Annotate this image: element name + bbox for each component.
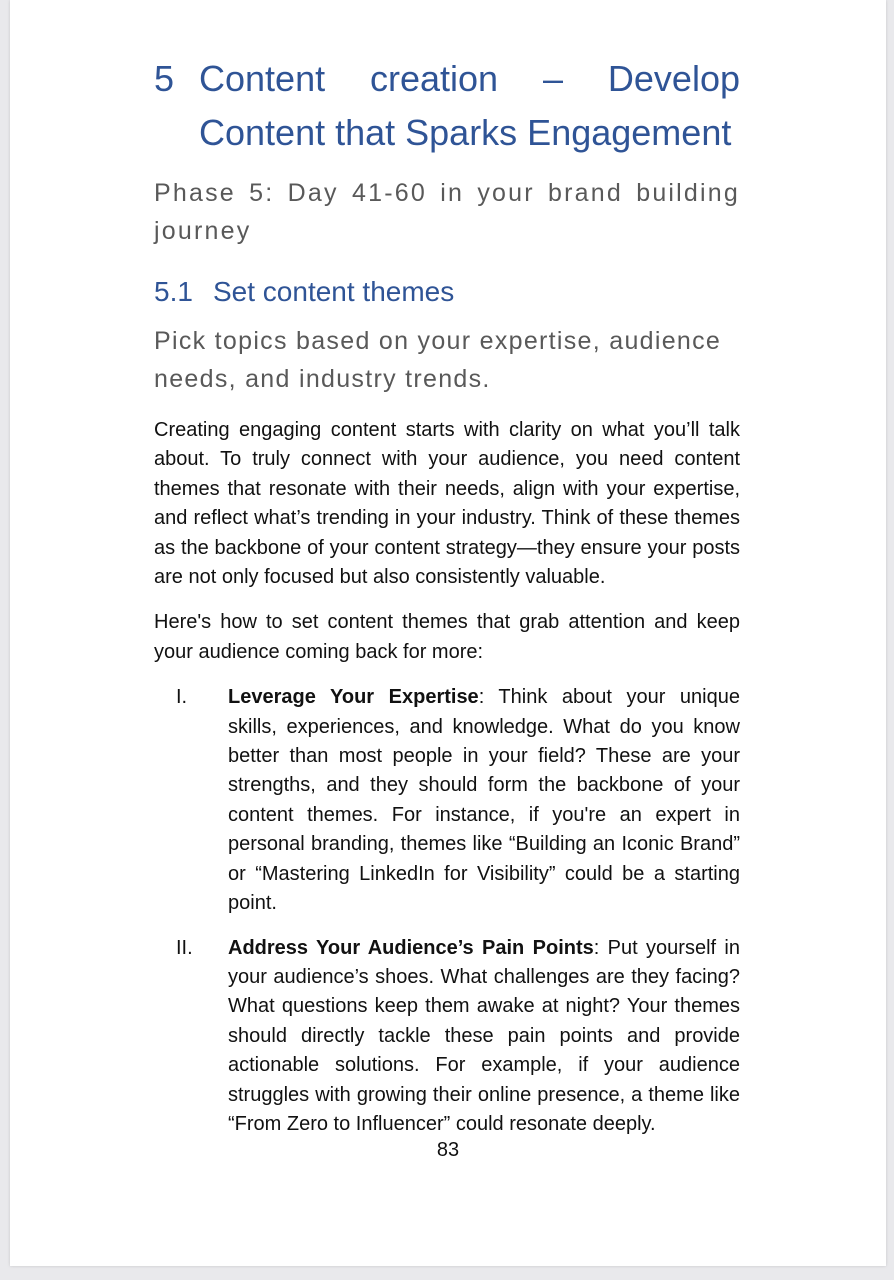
list-marker: II. — [176, 936, 193, 959]
section-title-text: Set content themes — [213, 276, 455, 307]
chapter-title-line-1: Content creation – Develop — [199, 58, 740, 99]
chapter-title-text — [199, 52, 740, 160]
document-page — [10, 0, 886, 1266]
list-item-body — [228, 934, 740, 1140]
list-item — [154, 683, 740, 918]
lead-in-paragraph: Here's how to set content themes that grab attention and keep your audience coming back for more: — [154, 611, 740, 663]
list-marker: I. — [176, 686, 188, 709]
intro-paragraph: Creating engaging content starts with clarity on what you’ll talk about. To truly connect with your audience, you need content themes that resonate with their needs, align with your expertise, and reflect what’s trending in your industry. Think of these themes as the backbone of your content strategy—they ensure your posts are not only focused but also consistently valuable. — [154, 419, 740, 589]
chapter-number: 5 — [154, 58, 175, 99]
list-item — [154, 934, 740, 1140]
list-item-text: : Put yourself in your audience’s shoes. What challenges are they facing? What questions keep them awake at night? Your themes should directly tackle these pain points and provide actionable solutions. For example, if your audience struggles with growing their online presence, a theme like “From Zero to Influencer” could resonate deeply. — [228, 936, 741, 1135]
page-content — [154, 52, 740, 1154]
chapter-title — [154, 52, 740, 160]
themes-list — [154, 683, 740, 1139]
list-item-heading: Address Your Audience’s Pain Points — [228, 936, 594, 959]
list-item-heading: Leverage Your Expertise — [228, 686, 479, 709]
section-title — [154, 272, 740, 312]
phase-subtitle: Phase 5: Day 41-60 in your brand building journey — [154, 179, 740, 245]
list-item-body — [228, 683, 740, 918]
chapter-title-line-2: Content that Sparks Engagement — [199, 112, 732, 153]
section-number: 5.1 — [154, 276, 193, 307]
page-number: 83 — [436, 1139, 460, 1161]
section-subtitle: Pick topics based on your expertise, audience needs, and industry trends. — [154, 327, 722, 393]
list-item-text: : Think about your unique skills, experiences, and knowledge. What do you know better than most people in your field? These are your strengths, and they should form the backbone of your content themes. For instance, if you're an expert in personal branding, themes like “Building an Iconic Brand” or “Mastering LinkedIn for Visibility” could be a starting point. — [228, 686, 740, 915]
